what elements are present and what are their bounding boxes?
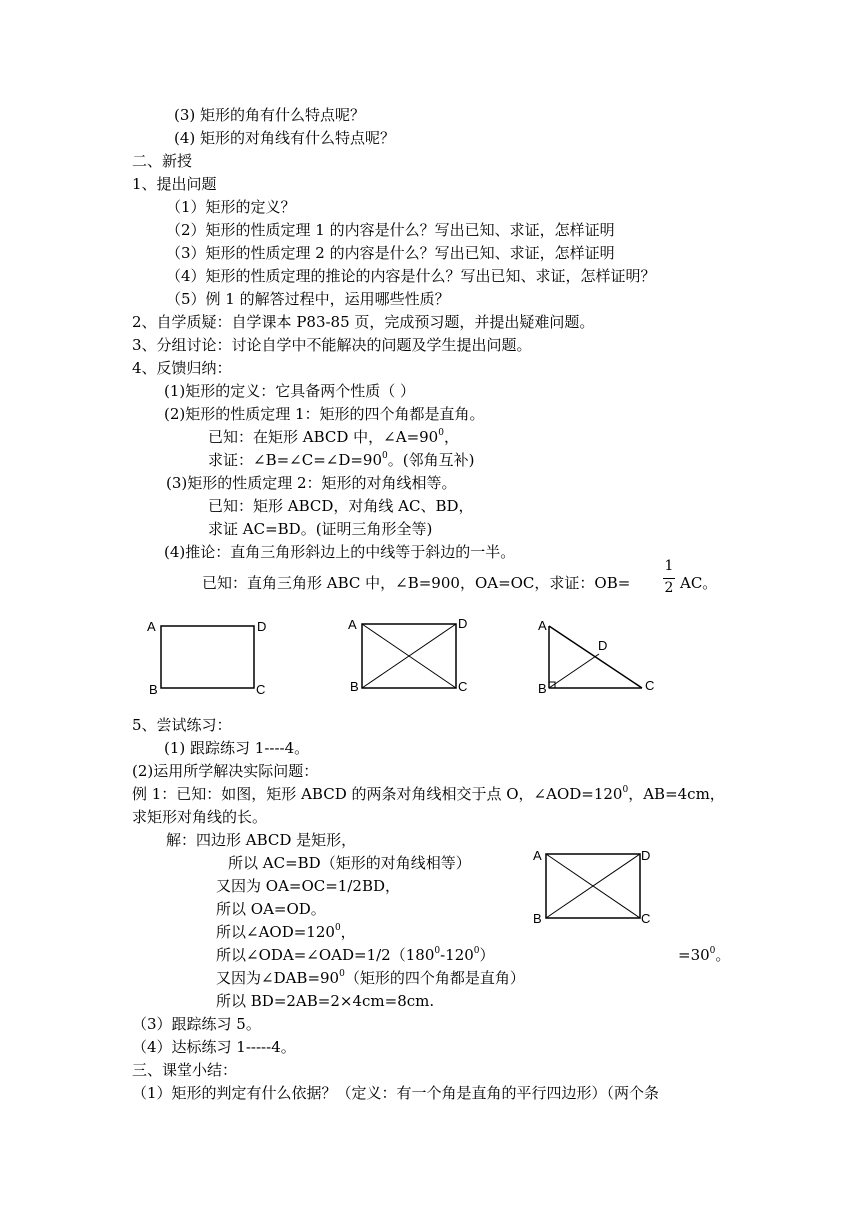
fraction-numerator: 1 bbox=[664, 558, 674, 574]
step-2: 2、自学质疑：自学课本 P83-85 页，完成预习题，并提出疑难问题。 bbox=[132, 313, 595, 331]
vertex-label-a: A bbox=[147, 619, 156, 634]
step-5: 5、尝试练习： bbox=[132, 716, 232, 734]
feedback-2: (2)矩形的性质定理 1：矩形的四个角都是直角。 bbox=[164, 405, 485, 423]
vertex-label-d: D bbox=[257, 619, 267, 634]
solution-line-1: 解：四边形 ABCD 是矩形， bbox=[166, 831, 357, 849]
vertex-label-d: D bbox=[641, 848, 651, 863]
feedback-3-prove: 求证 AC=BD。(证明三角形全等) bbox=[208, 520, 433, 538]
rectangle-diagonals-figure bbox=[347, 616, 477, 698]
practice-3: （3）跟踪练习 5。 bbox=[132, 1015, 261, 1033]
problem-2: （2）矩形的性质定理 1 的内容是什么？写出已知、求证，怎样证明 bbox=[166, 221, 615, 239]
question-3: (3) 矩形的角有什么特点呢？ bbox=[174, 106, 366, 124]
step-1: 1、提出问题 bbox=[132, 175, 217, 193]
vertex-label-c: C bbox=[256, 682, 266, 697]
vertex-label-d: D bbox=[458, 616, 468, 631]
vertex-label-b: B bbox=[533, 911, 542, 926]
step-3: 3、分组讨论：讨论自学中不能解决的问题及学生提出问题。 bbox=[132, 336, 532, 354]
feedback-4: (4)推论：直角三角形斜边上的中线等于斜边的一半。 bbox=[164, 543, 516, 561]
problem-3: （3）矩形的性质定理 2 的内容是什么？写出已知、求证，怎样证明 bbox=[166, 244, 615, 262]
vertex-label-a: A bbox=[538, 618, 547, 633]
solution-line-2: 所以 AC=BD（矩形的对角线相等） bbox=[228, 854, 471, 872]
feedback-1: (1)矩形的定义：它具备两个性质（ ） bbox=[164, 382, 416, 400]
fraction-denominator: 2 bbox=[664, 580, 674, 596]
solution-line-3: 又因为 OA=OC=1/2BD， bbox=[216, 877, 400, 895]
right-triangle-figure bbox=[537, 616, 667, 698]
vertex-label-a: A bbox=[348, 617, 357, 632]
feedback-4-given-end: AC。 bbox=[680, 574, 718, 592]
vertex-label-c: C bbox=[645, 678, 655, 693]
problem-1: （1）矩形的定义？ bbox=[166, 198, 296, 216]
rectangle-figure bbox=[146, 618, 276, 700]
section-heading-2: 二、新授 bbox=[132, 152, 193, 170]
example-1: 例 1：已知：如图，矩形 ABCD 的两条对角线相交于点 O，$\angle AOD=120^0$，AB=4cm， bbox=[132, 785, 725, 803]
vertex-label-c: C bbox=[641, 911, 651, 926]
example-1-question: 求矩形对角线的长。 bbox=[132, 808, 268, 826]
vertex-label-b: B bbox=[149, 682, 158, 697]
section-heading-3: 三、课堂小结： bbox=[132, 1061, 238, 1079]
solution-line-7: 又因为$\angle DAB=90^0$（矩形的四个角都是直角） bbox=[216, 969, 525, 987]
fraction-bar bbox=[663, 578, 675, 579]
solution-line-5: 所以$\angle AOD=120^0$， bbox=[216, 923, 356, 941]
example-rectangle-figure bbox=[532, 846, 662, 928]
practice-2: (2)运用所学解决实际问题： bbox=[132, 762, 319, 780]
feedback-4-given: 已知：直角三角形 ABC 中，∠B=900，OA=OC，求证：OB= bbox=[202, 574, 631, 592]
feedback-3: (3)矩形的性质定理 2：矩形的对角线相等。 bbox=[166, 474, 457, 492]
feedback-2-prove: 求证：$\angle B=\angle C=\angle D=90^0$。(邻角互补) bbox=[208, 451, 475, 469]
problem-4: （4）矩形的性质定理的推论的内容是什么？写出已知、求证，怎样证明？ bbox=[166, 267, 656, 285]
solution-line-4: 所以 OA=OD。 bbox=[216, 900, 326, 918]
step-4: 4、反馈归纳： bbox=[132, 359, 232, 377]
practice-1: (1) 跟踪练习 1----4。 bbox=[164, 739, 310, 757]
solution-line-6-result: $=30^0$。 bbox=[678, 946, 731, 964]
feedback-2-given: 已知：在矩形 ABCD 中，$\angle A=90^0$， bbox=[208, 428, 459, 446]
vertex-label-d: D bbox=[598, 638, 608, 653]
vertex-label-b: B bbox=[350, 679, 359, 694]
vertex-label-b: B bbox=[538, 681, 547, 696]
question-4: (4) 矩形的对角线有什么特点呢？ bbox=[174, 129, 396, 147]
problem-5: （5）例 1 的解答过程中，运用哪些性质？ bbox=[166, 290, 450, 308]
summary-1: （1）矩形的判定有什么依据？（定义：有一个角是直角的平行四边形）（两个条 bbox=[132, 1084, 660, 1102]
vertex-label-c: C bbox=[458, 679, 468, 694]
practice-4: （4）达标练习 1-----4。 bbox=[132, 1038, 296, 1056]
feedback-3-given: 已知：矩形 ABCD，对角线 AC、BD， bbox=[208, 497, 474, 515]
solution-line-8: 所以 BD=2AB=2×4cm=8cm. bbox=[216, 992, 435, 1010]
vertex-label-a: A bbox=[533, 848, 542, 863]
solution-line-6: 所以$\angle ODA=\angle OAD=1/2(180^0-120^0)$ bbox=[216, 946, 495, 964]
